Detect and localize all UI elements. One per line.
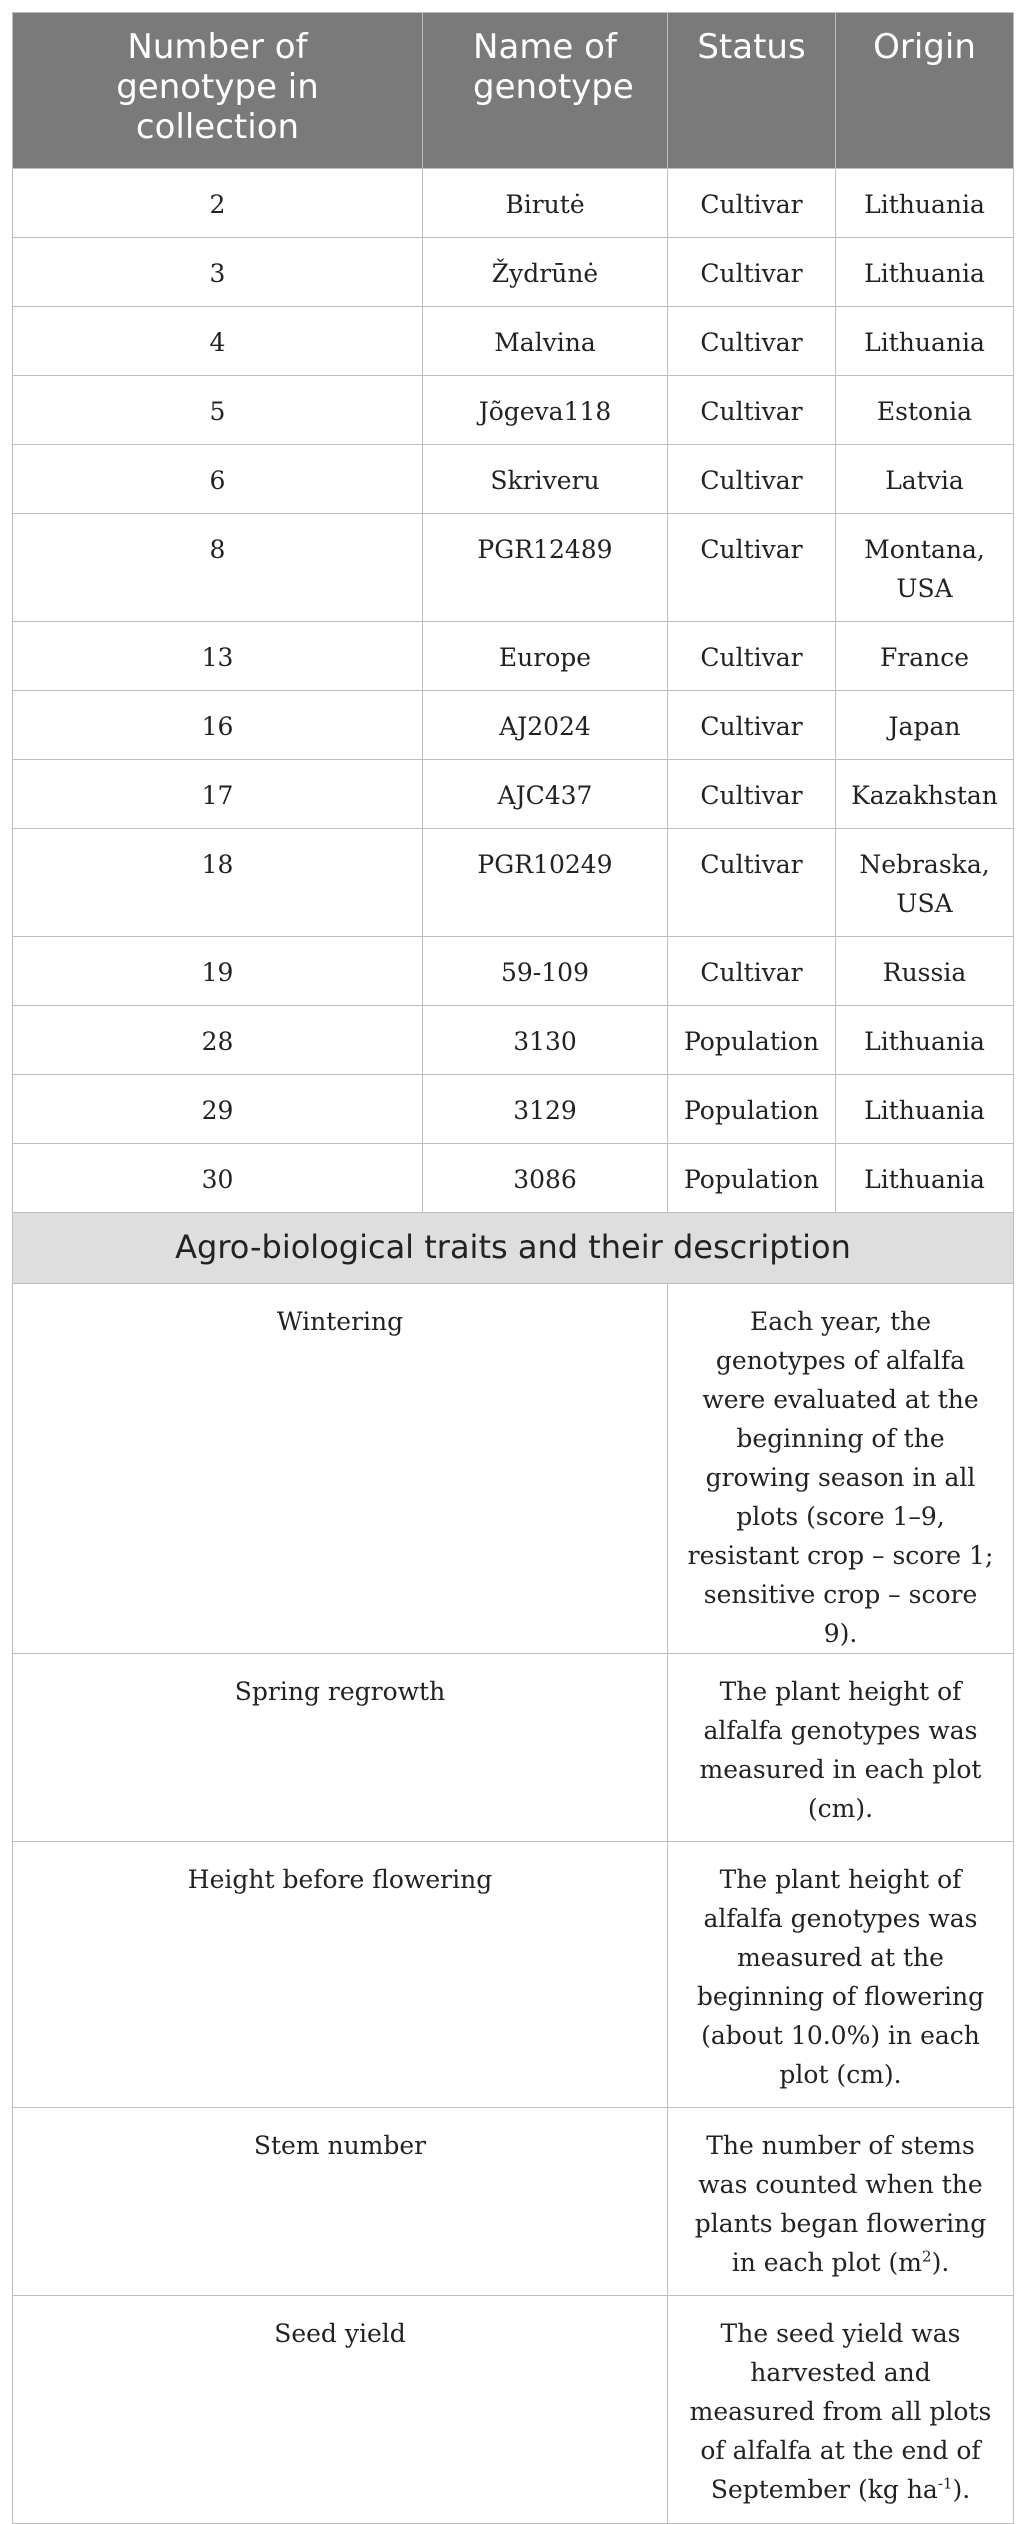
genotype-origin: Estonia: [836, 376, 1014, 445]
header-status: Status: [668, 13, 836, 169]
genotype-number: 28: [13, 1006, 423, 1075]
genotype-status: Cultivar: [668, 691, 836, 760]
genotype-status: Cultivar: [668, 829, 836, 937]
genotype-number: 19: [13, 937, 423, 1006]
genotype-status: Cultivar: [668, 514, 836, 622]
table-row: [13, 760, 1014, 829]
trait-name: Wintering: [13, 1284, 668, 1654]
trait-name: Stem number: [13, 2108, 668, 2296]
table-header-row: [13, 13, 1014, 169]
table-row: [13, 937, 1014, 1006]
genotype-name: Jõgeva118: [423, 376, 668, 445]
trait-description: [668, 2296, 1014, 2524]
genotype-name: 3086: [423, 1144, 668, 1213]
trait-name: Height before flowering: [13, 1842, 668, 2108]
genotype-name: Žydrūnė: [423, 238, 668, 307]
table-row: [13, 376, 1014, 445]
genotype-number: 13: [13, 622, 423, 691]
trait-description-text: The seed yield was harvested and measured from all plots of alfalfa at the end of September (kg ha: [689, 2319, 992, 2504]
genotype-status: Cultivar: [668, 238, 836, 307]
genotype-number: 30: [13, 1144, 423, 1213]
table-row: [13, 1144, 1014, 1213]
header-genotype-number: Number of genotype in collection: [13, 13, 423, 169]
genotype-origin: Lithuania: [836, 1075, 1014, 1144]
header-origin: Origin: [836, 13, 1014, 169]
genotype-name: Birutė: [423, 169, 668, 238]
genotype-number: 3: [13, 238, 423, 307]
unit-superscript: -1: [937, 2474, 953, 2493]
genotype-number: 18: [13, 829, 423, 937]
trait-row: [13, 1842, 1014, 2108]
genotype-origin: Lithuania: [836, 1006, 1014, 1075]
genotype-status: Cultivar: [668, 376, 836, 445]
table-row: [13, 622, 1014, 691]
genotype-number: 4: [13, 307, 423, 376]
genotype-origin: Japan: [836, 691, 1014, 760]
trait-description-text: The number of stems was counted when the plants began flowering in each plot (m: [694, 2131, 987, 2277]
genotype-name: AJ2024: [423, 691, 668, 760]
genotype-number: 6: [13, 445, 423, 514]
genotype-traits-table: [12, 12, 1014, 2524]
genotype-name: AJC437: [423, 760, 668, 829]
trait-description: [668, 2108, 1014, 2296]
genotype-origin: Latvia: [836, 445, 1014, 514]
table-row: [13, 307, 1014, 376]
table-row: [13, 445, 1014, 514]
table-row: [13, 238, 1014, 307]
genotype-status: Cultivar: [668, 937, 836, 1006]
genotype-status: Cultivar: [668, 169, 836, 238]
genotype-origin: Russia: [836, 937, 1014, 1006]
genotype-status: Cultivar: [668, 622, 836, 691]
trait-description-end: ).: [952, 2475, 971, 2504]
table-row: [13, 691, 1014, 760]
genotype-name: Europe: [423, 622, 668, 691]
genotype-name: 59-109: [423, 937, 668, 1006]
genotype-status: Cultivar: [668, 760, 836, 829]
genotype-status: Population: [668, 1075, 836, 1144]
table-row: [13, 829, 1014, 937]
trait-row: [13, 2296, 1014, 2524]
trait-description-end: ).: [931, 2248, 950, 2277]
trait-row: [13, 1284, 1014, 1654]
trait-row: [13, 2108, 1014, 2296]
genotype-name: PGR10249: [423, 829, 668, 937]
genotype-number: 29: [13, 1075, 423, 1144]
genotype-origin: Nebraska, USA: [836, 829, 1014, 937]
table-row: [13, 514, 1014, 622]
header-genotype-name: Name of genotype: [423, 13, 668, 169]
genotype-name: Skriveru: [423, 445, 668, 514]
genotype-status: Population: [668, 1006, 836, 1075]
trait-name: Seed yield: [13, 2296, 668, 2524]
trait-name: Spring regrowth: [13, 1654, 668, 1842]
genotype-name: 3129: [423, 1075, 668, 1144]
genotype-status: Cultivar: [668, 307, 836, 376]
genotype-origin: Lithuania: [836, 1144, 1014, 1213]
table-row: [13, 1075, 1014, 1144]
genotype-origin: Lithuania: [836, 307, 1014, 376]
table-row: [13, 169, 1014, 238]
traits-section-row: [13, 1213, 1014, 1284]
genotype-number: 2: [13, 169, 423, 238]
genotype-number: 8: [13, 514, 423, 622]
genotype-status: Cultivar: [668, 445, 836, 514]
genotype-name: Malvina: [423, 307, 668, 376]
trait-row: [13, 1654, 1014, 1842]
trait-description: The plant height of alfalfa genotypes was measured in each plot (cm).: [668, 1654, 1014, 1842]
genotype-number: 17: [13, 760, 423, 829]
trait-description: Each year, the genotypes of alfalfa were evaluated at the beginning of the growing season in all plots (score 1–9, resistant crop – score 1; sensitive crop – score 9).: [668, 1284, 1014, 1654]
genotype-origin: France: [836, 622, 1014, 691]
genotype-origin: Lithuania: [836, 238, 1014, 307]
genotype-status: Population: [668, 1144, 836, 1213]
genotype-origin: Montana, USA: [836, 514, 1014, 622]
table-row: [13, 1006, 1014, 1075]
genotype-name: PGR12489: [423, 514, 668, 622]
genotype-number: 5: [13, 376, 423, 445]
genotype-number: 16: [13, 691, 423, 760]
genotype-name: 3130: [423, 1006, 668, 1075]
genotype-origin: Kazakhstan: [836, 760, 1014, 829]
genotype-origin: Lithuania: [836, 169, 1014, 238]
traits-section-title: Agro-biological traits and their description: [13, 1213, 1014, 1284]
unit-superscript: 2: [922, 2247, 932, 2266]
trait-description: The plant height of alfalfa genotypes was measured at the beginning of flowering (about 10.0%) in each plot (cm).: [668, 1842, 1014, 2108]
